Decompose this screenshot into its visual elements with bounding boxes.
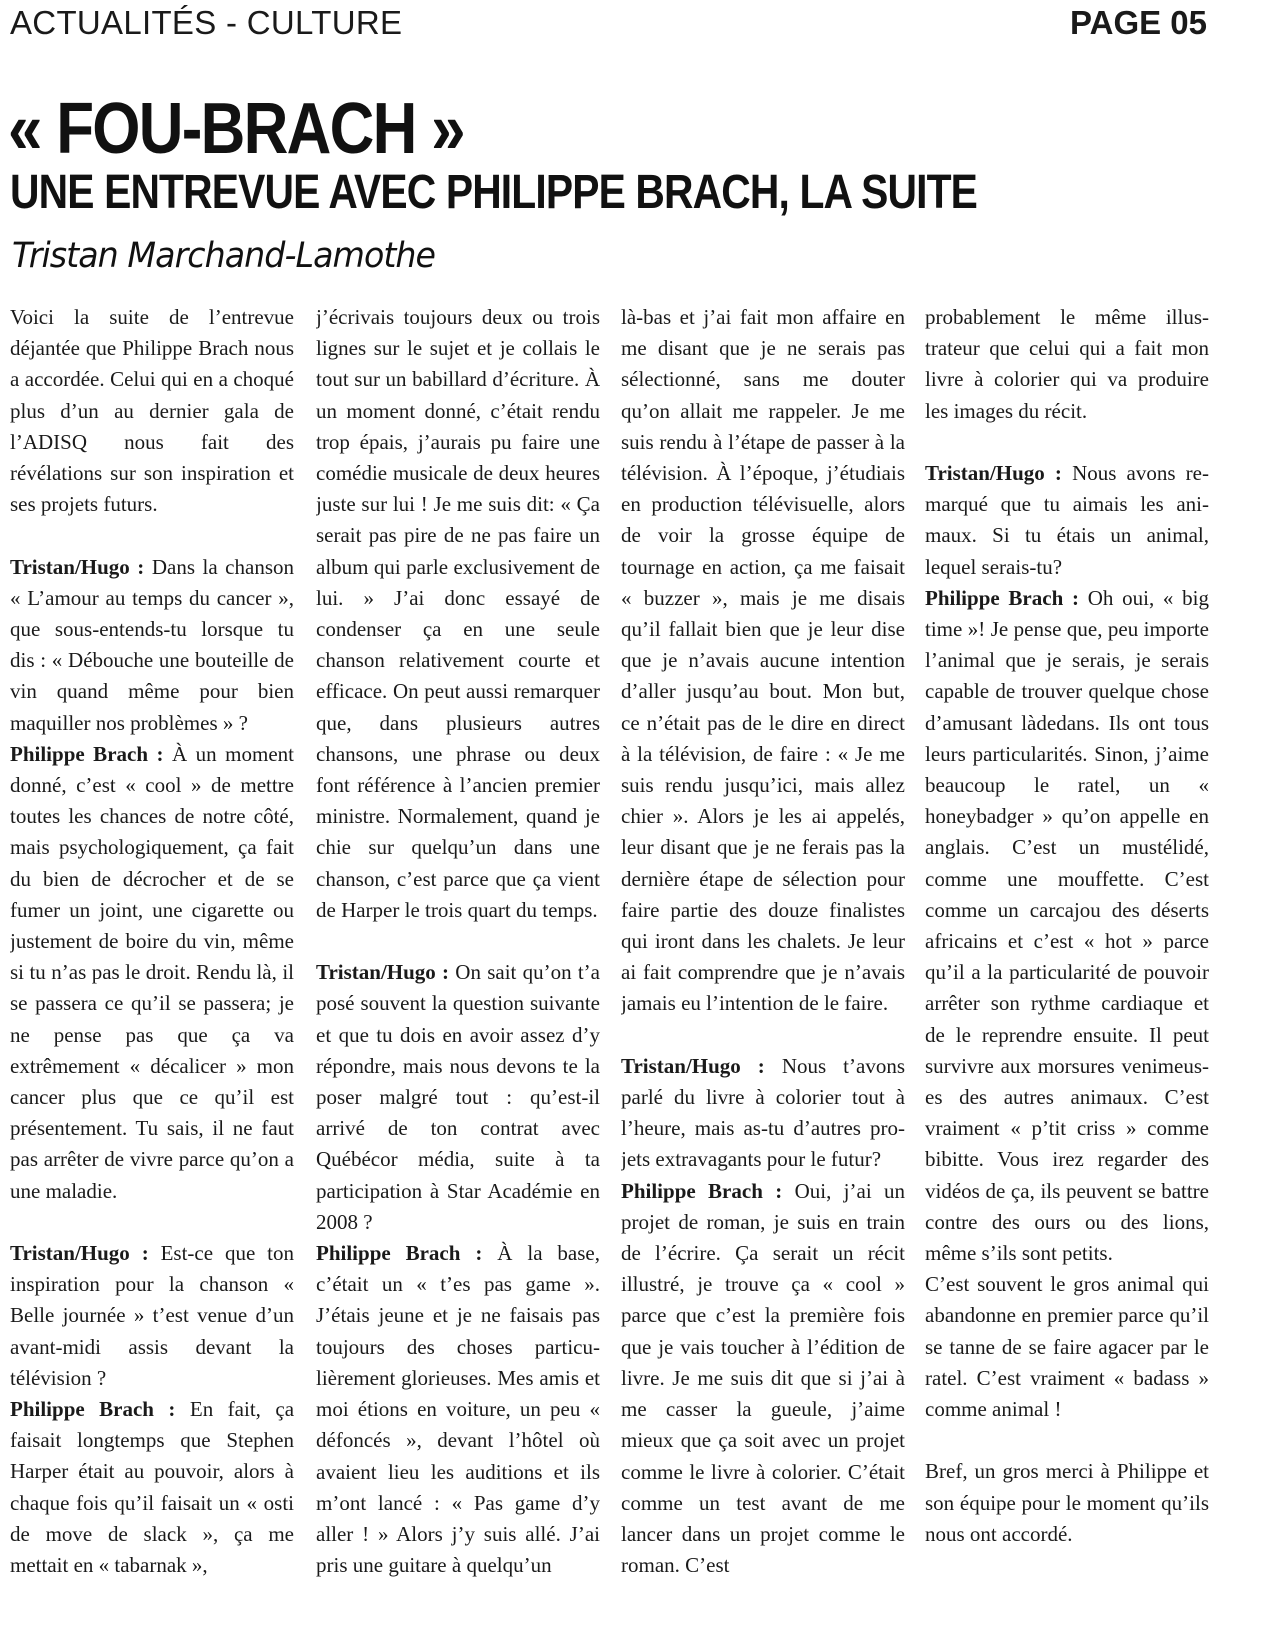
- text-column-1: [10, 302, 294, 1637]
- paragraph-text: Est-ce que ton inspiration pour la chanson « Belle journée » t’est venue d’un avant-midi assis devant la télévision ?: [10, 1241, 294, 1390]
- paragraph: [925, 1269, 1209, 1425]
- paragraph: [925, 458, 1209, 583]
- speaker-label: Tristan/Hugo :: [10, 1241, 149, 1266]
- paragraph-text: Bref, un gros merci à Philippe et son équipe pour le moment qu’ils nous ont accordé.: [925, 1459, 1209, 1546]
- speaker-label: Tristan/Hugo :: [621, 1053, 765, 1078]
- text-column-4: [925, 302, 1209, 1637]
- section-label: ACTUALITÉS - CULTURE: [10, 4, 403, 41]
- paragraph: [925, 583, 1209, 1269]
- paragraph-text: À un moment donné, c’est « cool » de mettre toutes les chances de notre côté, mais psychologiquement, ça fait du bien de décrocher et de se fumer un joint, une cigarette ou justement de boire du vin, même si tu n’as pas le droit. Rendu là, il se passera ce qu’il se passera; je ne pense pas que ça va extrêmement « décalicer » mon cancer plus que ce qu’il est présentement. Tu sais, il ne faut pas arrêter de vivre parce qu’on a une maladie.: [10, 741, 294, 1203]
- article-author: Tristan Marchand-Lamothe: [12, 236, 436, 276]
- speaker-label: Tristan/Hugo :: [925, 461, 1062, 485]
- speaker-label: Philippe Brach :: [316, 1241, 483, 1266]
- paragraph: [316, 302, 600, 926]
- paragraph: [10, 1238, 294, 1394]
- speaker-label: Tristan/Hugo :: [10, 554, 145, 579]
- paragraph-text: Oh oui, « big time »! Je pense que, peu importe l’animal que je serais, je serais capable de trouver quelque chose d’amusant làdedans. Ils ont tous leurs particularités. Sinon, j’aime beaucoup le ratel, un « honeybadger » qu’on appelle en anglais. C’est un mustélidé, comme une mouffette. C’est comme un carcajou des déserts africains et c’est « hot » parce qu’il a la particularité de pouvoir arrêter son rythme cardiaque et de le reprendre ensuite. Il peut survivre aux morsures venimeuses des autres animaux. C’est vraiment « p’tit criss » comme bibitte. Vous irez regarder des vidéos de ça, ils peuvent se battre contre des ours ou des lions, même s’ils sont petits.: [925, 585, 1209, 1266]
- paragraph: [10, 552, 294, 739]
- paragraph-text: On sait qu’on t’a posé souvent la question suivante et que tu dois en avoir assez d’y répondre, mais nous devons te la poser malgré tout : qu’est-il arrivé de ton contrat avec Québécor média, suite à ta participation à Star Académie en 2008 ?: [316, 960, 600, 1234]
- speaker-label: Philippe Brach :: [10, 741, 164, 766]
- paragraph: [621, 1176, 905, 1582]
- paragraph-text: j’écrivais toujours deux ou trois lignes sur le sujet et je collais le tout sur un babillard d’écriture. À un moment donné, c’était rendu trop épais, j’aurais pu faire une comédie musicale de deux heures juste sur lui ! Je me suis dit: « Ça serait pas pire de ne pas faire un album qui parle exclusivement de lui. » J’ai donc essayé de condenser ça en une seule chanson relativement courte et efficace. On peut aussi remarquer que, dans plusieurs autres chansons, une phrase ou deux font référence à l’ancien premier ministre. Normalement, quand je chie sur quelqu’un dans une chanson, c’est parce que ça vient de Harper le trois quart du temps.: [316, 305, 600, 922]
- paragraph: [316, 1238, 600, 1581]
- paragraph-text: probablement le même illustrateur que celui qui a fait mon livre à colorier qui va produire les images du récit.: [925, 305, 1209, 423]
- paragraph-text: C’est souvent le gros animal qui abandonne en premier parce qu’il se tanne de se faire agacer par le ratel. C’est vraiment « badass » comme animal !: [925, 1272, 1209, 1422]
- paragraph-text: Oui, j’ai un projet de roman, je suis en train de l’écrire. Ça serait un récit illustré, je trouve ça « cool » parce que c’est la première fois que je vais toucher à l’édition de livre. Je me suis dit que si j’ai à me casser la gueule, j’aime mieux que ça soit avec un projet comme le livre à colorier. C’était comme un test avant de me lancer dans un projet comme le roman. C’est: [621, 1178, 905, 1578]
- paragraph: [10, 302, 294, 520]
- page-number: PAGE 05: [1070, 4, 1207, 41]
- paragraph-text: Dans la chanson « L’amour au temps du cancer », que sous-entends-tu lorsque tu dis : « Débouche une bouteille de vin quand même pour bien maquiller nos problèmes » ?: [10, 554, 294, 735]
- article-subtitle: UNE ENTREVUE AVEC PHILIPPE BRACH, LA SUITE: [10, 166, 978, 219]
- paragraph: [10, 1394, 294, 1581]
- paragraph-text: Nous avons remarqué que tu aimais les animaux. Si tu étais un animal, lequel serais-tu?: [925, 461, 1209, 579]
- speaker-label: Philippe Brach :: [621, 1178, 783, 1203]
- speaker-label: Philippe Brach :: [925, 585, 1079, 610]
- paragraph: [621, 1051, 905, 1176]
- paragraph: [10, 739, 294, 1207]
- paragraph-text: là-bas et j’ai fait mon affaire en me disant que je ne serais pas sélectionné, sans me douter qu’on allait me rappeler. Je me suis rendu à l’étape de passer à la télévision. À l’époque, j’étudiais en production télévisuelle, alors de voir la grosse équipe de tournage en action, ça me faisait « buzzer », mais je me disais qu’il fallait bien que je leur dise que je n’avais aucune intention d’aller jusqu’au bout. Mon but, ce n’était pas de le dire en direct à la télévision, de faire : « Je me suis rendu jusqu’ici, mais allez chier ». Alors je les ai appelés, leur disant que je ne ferais pas la dernière étape de sélection pour faire partie des douze finalistes qui iront dans les chalets. Je leur ai fait comprendre que je n’avais jamais eu l’intention de le faire.: [621, 305, 905, 1016]
- paragraph-text: Nous t’avons parlé du livre à colorier tout à l’heure, mais as-tu d’autres projets extravagants pour le futur?: [621, 1053, 905, 1172]
- speaker-label: Philippe Brach :: [10, 1397, 176, 1422]
- paragraph: [925, 1456, 1209, 1550]
- text-column-3: [621, 302, 905, 1637]
- speaker-label: Tristan/Hugo :: [316, 960, 450, 985]
- text-column-2: [316, 302, 600, 1637]
- paragraph-text: À la base, c’était un « t’es pas game ». J’étais jeune et je ne faisais pas toujours des choses particulièrement glorieuses. Mes amis et moi étions en voiture, un peu « défoncés », devant l’hôtel où avaient lieu les auditions et ils m’ont lancé : « Pas game d’y aller ! » Alors j’y suis allé. J’ai pris une guitare à quelqu’un: [316, 1241, 600, 1578]
- paragraph: [316, 957, 600, 1238]
- article-title: « FOU-BRACH »: [8, 89, 464, 169]
- paragraph-text: En fait, ça faisait longtemps que Stephen Harper était au pouvoir, alors à chaque fois qu’il faisait un « osti de move de slack », ça me mettait en « tabarnak »,: [10, 1397, 294, 1578]
- paragraph-text: Voici la suite de l’entrevue déjantée que Philippe Brach nous a accordée. Celui qui en a choqué plus d’un au dernier gala de l’ADISQ nous fait des révélations sur son inspiration et ses projets futurs.: [10, 305, 294, 517]
- paragraph: [925, 302, 1209, 427]
- paragraph: [621, 302, 905, 1020]
